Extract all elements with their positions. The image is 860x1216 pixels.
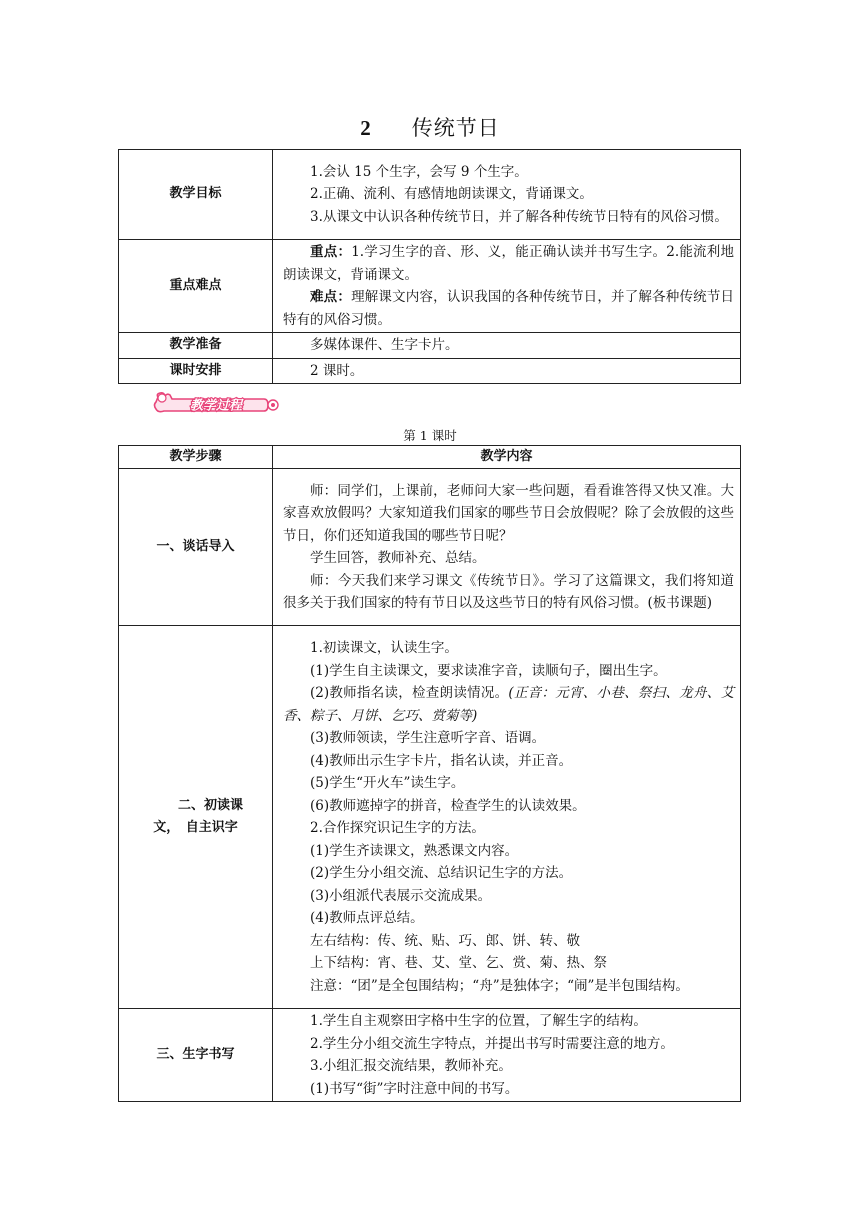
content-paragraph <box>283 241 734 286</box>
content-paragraph: (1)书写“街”字时注意中间的书写。 <box>310 1080 519 1097</box>
key-text: 1.学习生字的音、形、义，能正确认读并书写生字。2.能流利地朗读课文，背诵课文。 <box>283 244 735 283</box>
content-paragraph: 多媒体课件、生字卡片。 <box>310 337 459 353</box>
lesson-name: 传统节日 <box>411 116 500 140</box>
content-paragraph: (1)学生齐读课文，熟悉课文内容。 <box>310 842 519 859</box>
content-paragraph: (2)学生分小组交流、总结识记生字的方法。 <box>310 865 573 881</box>
content-paragraph: (3)小组派代表展示交流成果。 <box>310 887 492 904</box>
content-paragraph <box>283 286 734 331</box>
mascot-face-icon <box>158 394 166 402</box>
step-content <box>273 469 741 626</box>
target-icon <box>268 400 278 410</box>
content-paragraph: 3.小组汇报交流结果，教师补充。 <box>310 1058 512 1074</box>
step-label-line: 二、初读课 <box>177 797 243 813</box>
row-label: 课时安排 <box>119 358 273 384</box>
step-label: 一、谈话导入 <box>119 469 273 626</box>
content-paragraph: 学生回答，教师补充、总结。 <box>310 550 486 566</box>
content-paragraph: 3.从课文中认识各种传统节日，并了解各种传统节日特有的风俗习惯。 <box>310 208 728 225</box>
table-row <box>119 358 741 384</box>
lesson-period-title: 第 1 课时 <box>403 428 457 443</box>
table-row <box>119 333 741 359</box>
content-paragraph: 注意：“团”是全包围结构；“舟”是独体字；“闹”是半包围结构。 <box>310 977 689 994</box>
content-paragraph: 2.合作探究识记生字的方法。 <box>310 820 485 836</box>
header-step: 教学步骤 <box>119 446 273 469</box>
header-content: 教学内容 <box>273 446 741 469</box>
content-paragraph: 师：今天我们来学习课文《传统节日》。学习了这篇课文，我们将知道很多关于我们国家的特有节日以及这些节日的特有风俗习惯。(板书课题) <box>283 572 734 611</box>
difficulty-label: 难点： <box>310 289 352 305</box>
table-header-row <box>119 446 741 469</box>
step-label-line: 文， 自主识字 <box>153 820 238 835</box>
content-paragraph: 1.学生自主观察田字格中生字的位置，了解生字的结构。 <box>310 1013 647 1029</box>
content-paragraph: 上下结构：宵、巷、艾、堂、乞、赏、菊、热、祭 <box>310 955 607 971</box>
table-row <box>119 240 741 333</box>
difficulty-text: 理解课文内容，认识我国的各种传统节日，并了解各种传统节日特有的风俗习惯。 <box>283 289 735 328</box>
key-label: 重点： <box>310 244 352 260</box>
content-paragraph: (4)教师点评总结。 <box>310 910 424 926</box>
step-label <box>119 626 273 1009</box>
content-paragraph: 2.正确、流利、有感情地朗读课文，背诵课文。 <box>310 186 593 203</box>
step-content <box>273 626 741 1009</box>
row-content <box>273 358 741 384</box>
row-content <box>273 240 741 333</box>
content-paragraph: (1)学生自主读课文，要求读准字音，读顺句子，圈出生字。 <box>310 662 667 679</box>
step-content <box>273 1009 741 1102</box>
row-label: 教学准备 <box>119 333 273 359</box>
row-label: 重点难点 <box>119 240 273 333</box>
content-paragraph: (5)学生“开火车”读生字。 <box>310 775 465 791</box>
content-paragraph: (6)教师遮掉字的拼音，检查学生的认读效果。 <box>310 797 586 814</box>
text-run: (2)教师指名读，检查朗读情况。 <box>310 685 509 701</box>
process-table <box>118 445 741 1102</box>
content-paragraph: 师：同学们，上课前，老师问大家一些问题，看看谁答得又快又准。大家喜欢放假吗？大家知道我们国家的哪些节日会放假呢？除了会放假的这些节日，你们还知道我国的哪些节日呢？ <box>283 482 734 544</box>
content-paragraph: (3)教师领读，学生注意听字音、语调。 <box>310 730 546 746</box>
table-row <box>119 150 741 240</box>
row-content <box>273 150 741 240</box>
table-row <box>119 1009 741 1102</box>
teaching-process-banner <box>152 391 280 419</box>
content-paragraph: 1.会认 15 个生字，会写 9 个生字。 <box>310 163 528 180</box>
row-label: 教学目标 <box>119 150 273 240</box>
overview-table <box>118 149 741 384</box>
pronunciation-note: (正音：元宵、小巷、祭扫、龙舟、艾香、粽子、月饼、乞巧、赏菊等) <box>283 685 734 724</box>
content-paragraph: 2.学生分小组交流生字特点，并提出书写时需要注意的地方。 <box>310 1035 674 1052</box>
page-title <box>0 112 860 142</box>
step-label: 三、生字书写 <box>119 1009 273 1102</box>
content-paragraph: 左右结构：传、统、贴、巧、郎、饼、转、敬 <box>310 932 580 949</box>
table-row <box>119 469 741 626</box>
table-row <box>119 626 741 1009</box>
content-paragraph <box>283 682 734 727</box>
content-paragraph: 2 课时。 <box>310 362 364 379</box>
banner-text: 教学过程 <box>189 398 243 414</box>
lesson-number: 2 <box>360 116 372 140</box>
content-paragraph: 1.初读课文，认读生字。 <box>310 640 458 656</box>
row-content <box>273 333 741 359</box>
content-paragraph: (4)教师出示生字卡片，指名认读，并正音。 <box>310 752 573 769</box>
